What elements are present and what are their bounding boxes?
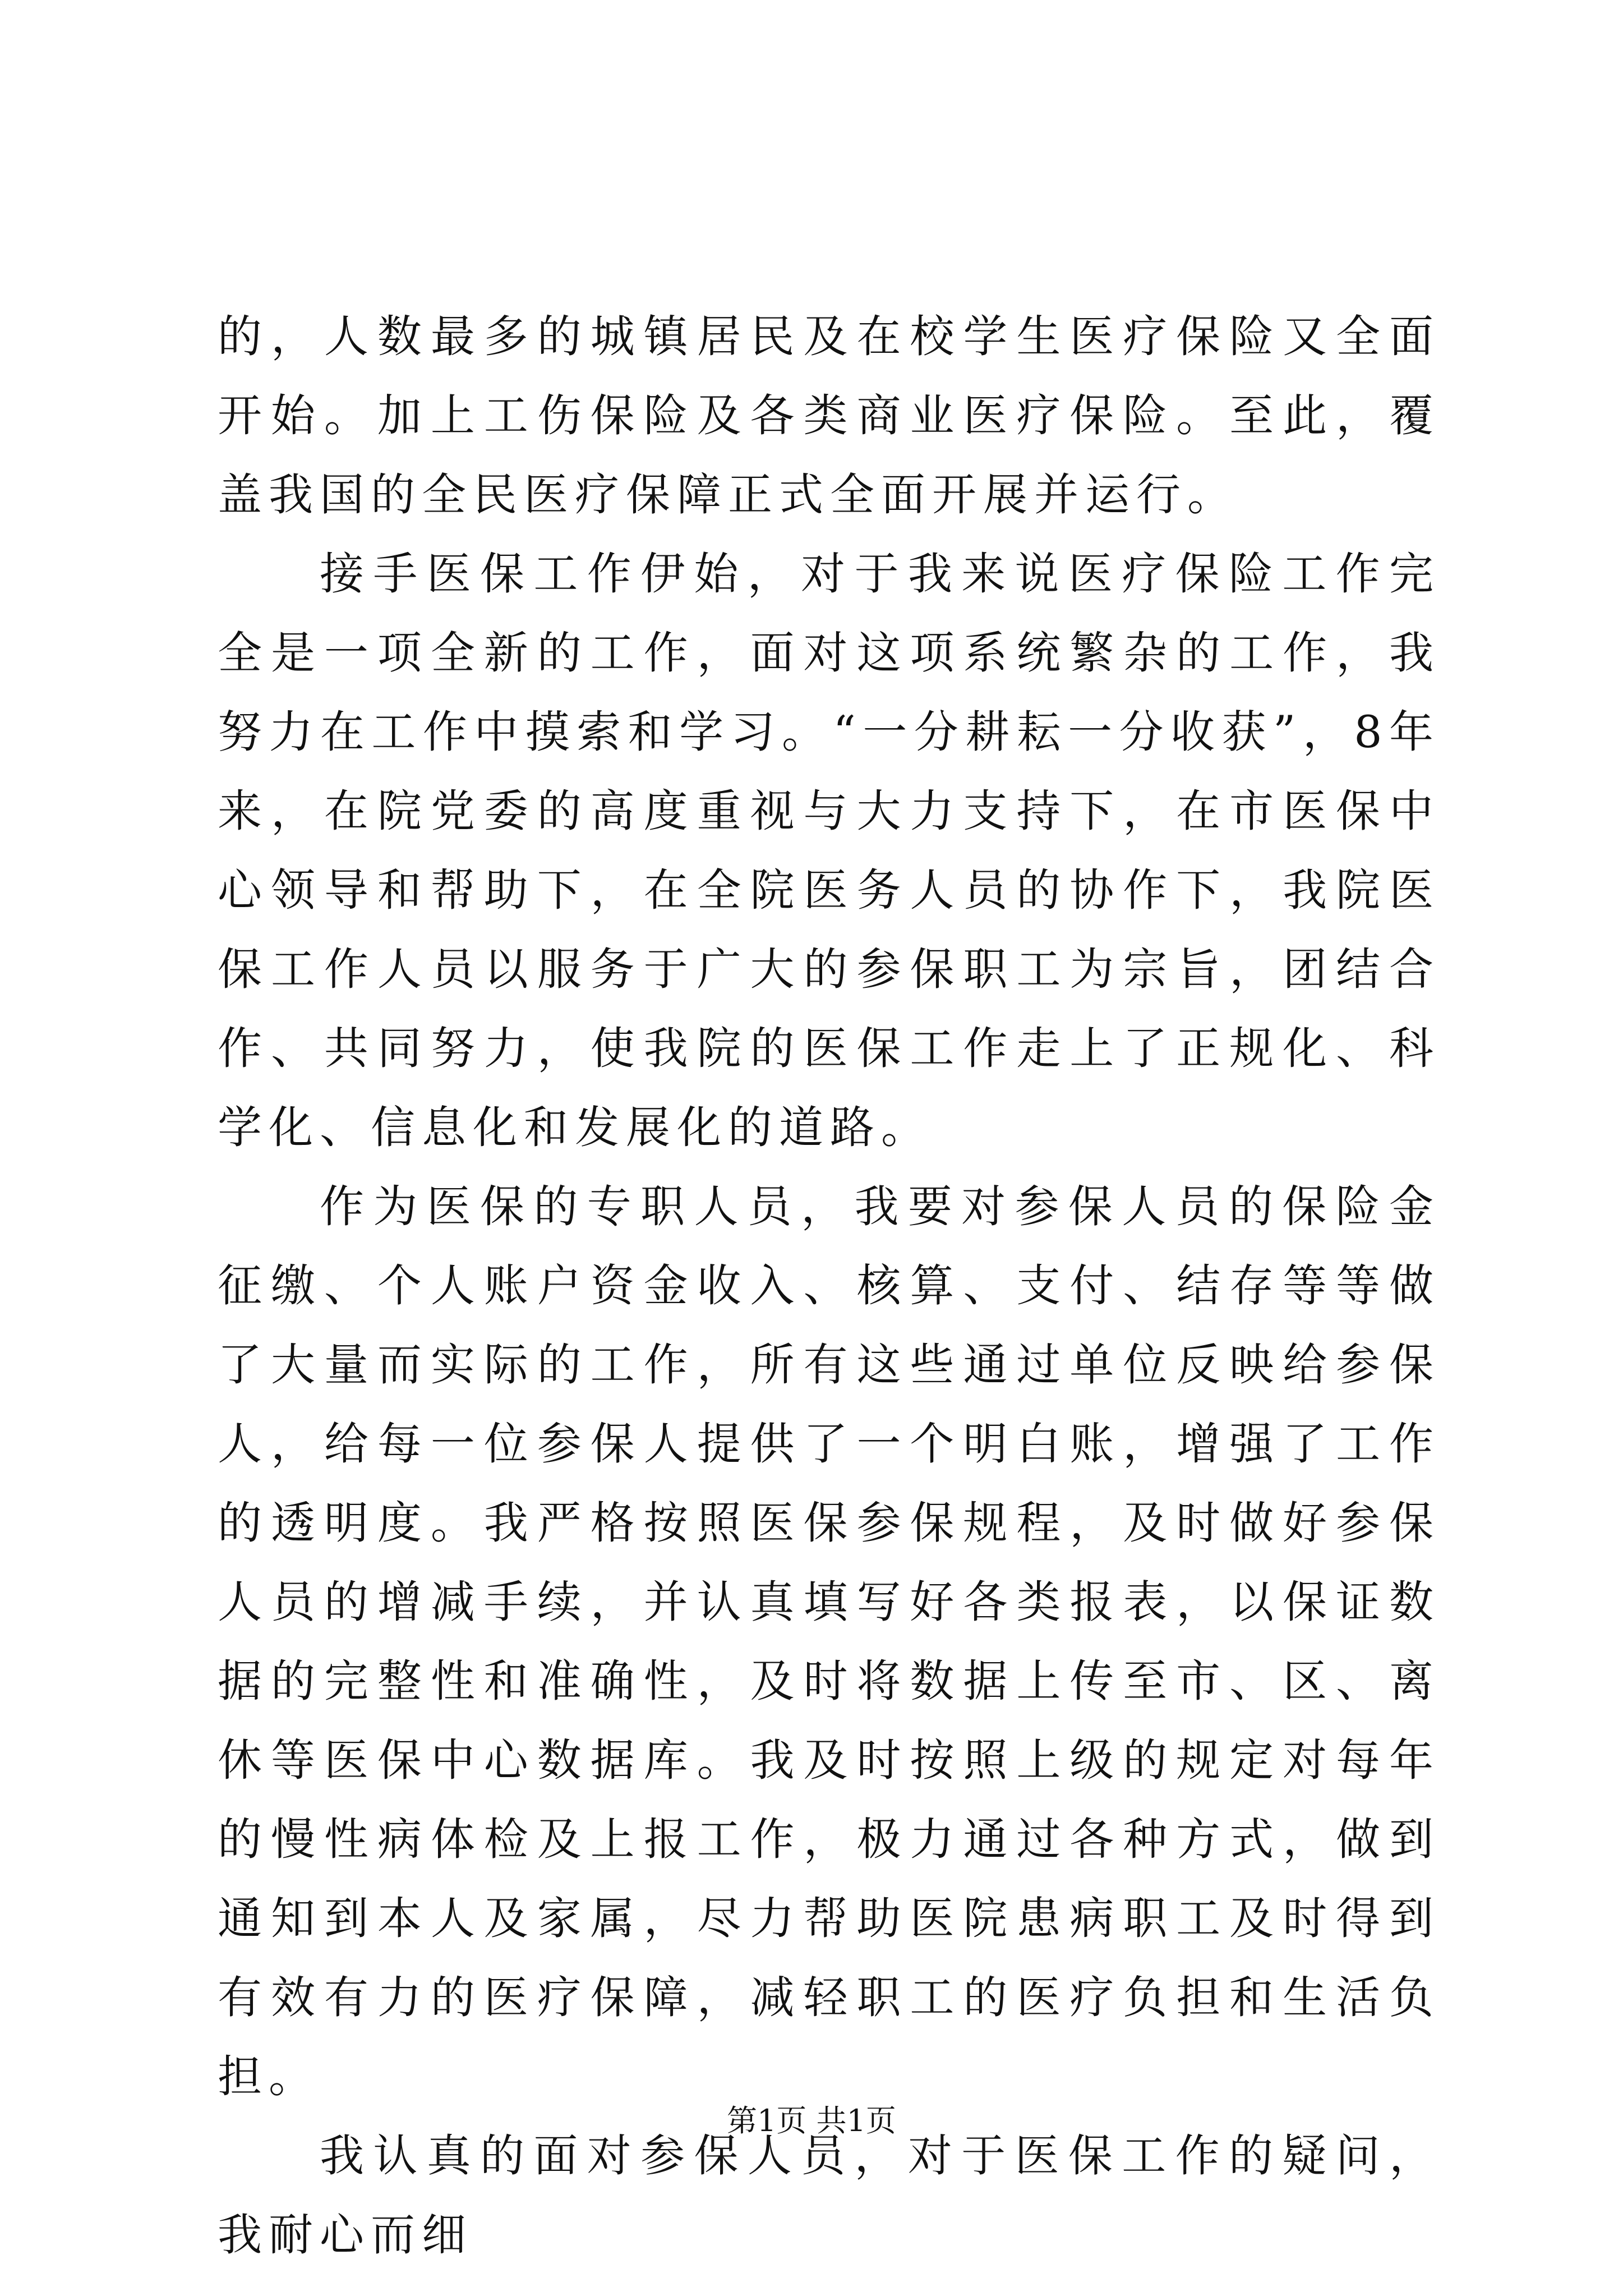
- document-body: [218, 297, 1440, 2275]
- paragraph: 我认真的面对参保人员，对于医保工作的疑问，我耐心而细: [218, 2130, 1440, 2261]
- page-footer: 第1页 共1页: [727, 2103, 896, 2138]
- paragraph: 接手医保工作伊始，对于我来说医疗保险工作完全是一项全新的工作，面对这项系统繁杂的工作，我努力在工作中摸索和学习。“一分耕耘一分收获”，8年来，在院党委的高度重视与大力支持下，在市医保中心领导和帮助下，在全院医务人员的协作下，我院医保工作人员以服务于广大的参保职工为宗旨，团结合作、共同努力，使我院的医保工作走上了正规化、科学化、信息化和发展化的道路。: [218, 548, 1440, 1153]
- paragraph: 作为医保的专职人员，我要对参保人员的保险金征缴、个人账户资金收入、核算、支付、结存等等做了大量而实际的工作，所有这些通过单位反映给参保人，给每一位参保人提供了一个明白账，增强了工作的透明度。我严格按照医保参保规程，及时做好参保人员的增减手续，并认真填写好各类报表，以保证数据的完整性和准确性，及时将数据上传至市、区、离休等医保中心数据库。我及时按照上级的规定对每年的慢性病体检及上报工作，极力通过各种方式，做到通知到本人及家属，尽力帮助医院患病职工及时得到有效有力的医疗保障，减轻职工的医疗负担和生活负担。: [218, 1181, 1440, 2102]
- paragraph-continuation: 的，人数最多的城镇居民及在校学生医疗保险又全面开始。加上工伤保险及各类商业医疗保险。至此，覆盖我国的全民医疗保障正式全面开展并运行。: [218, 311, 1440, 521]
